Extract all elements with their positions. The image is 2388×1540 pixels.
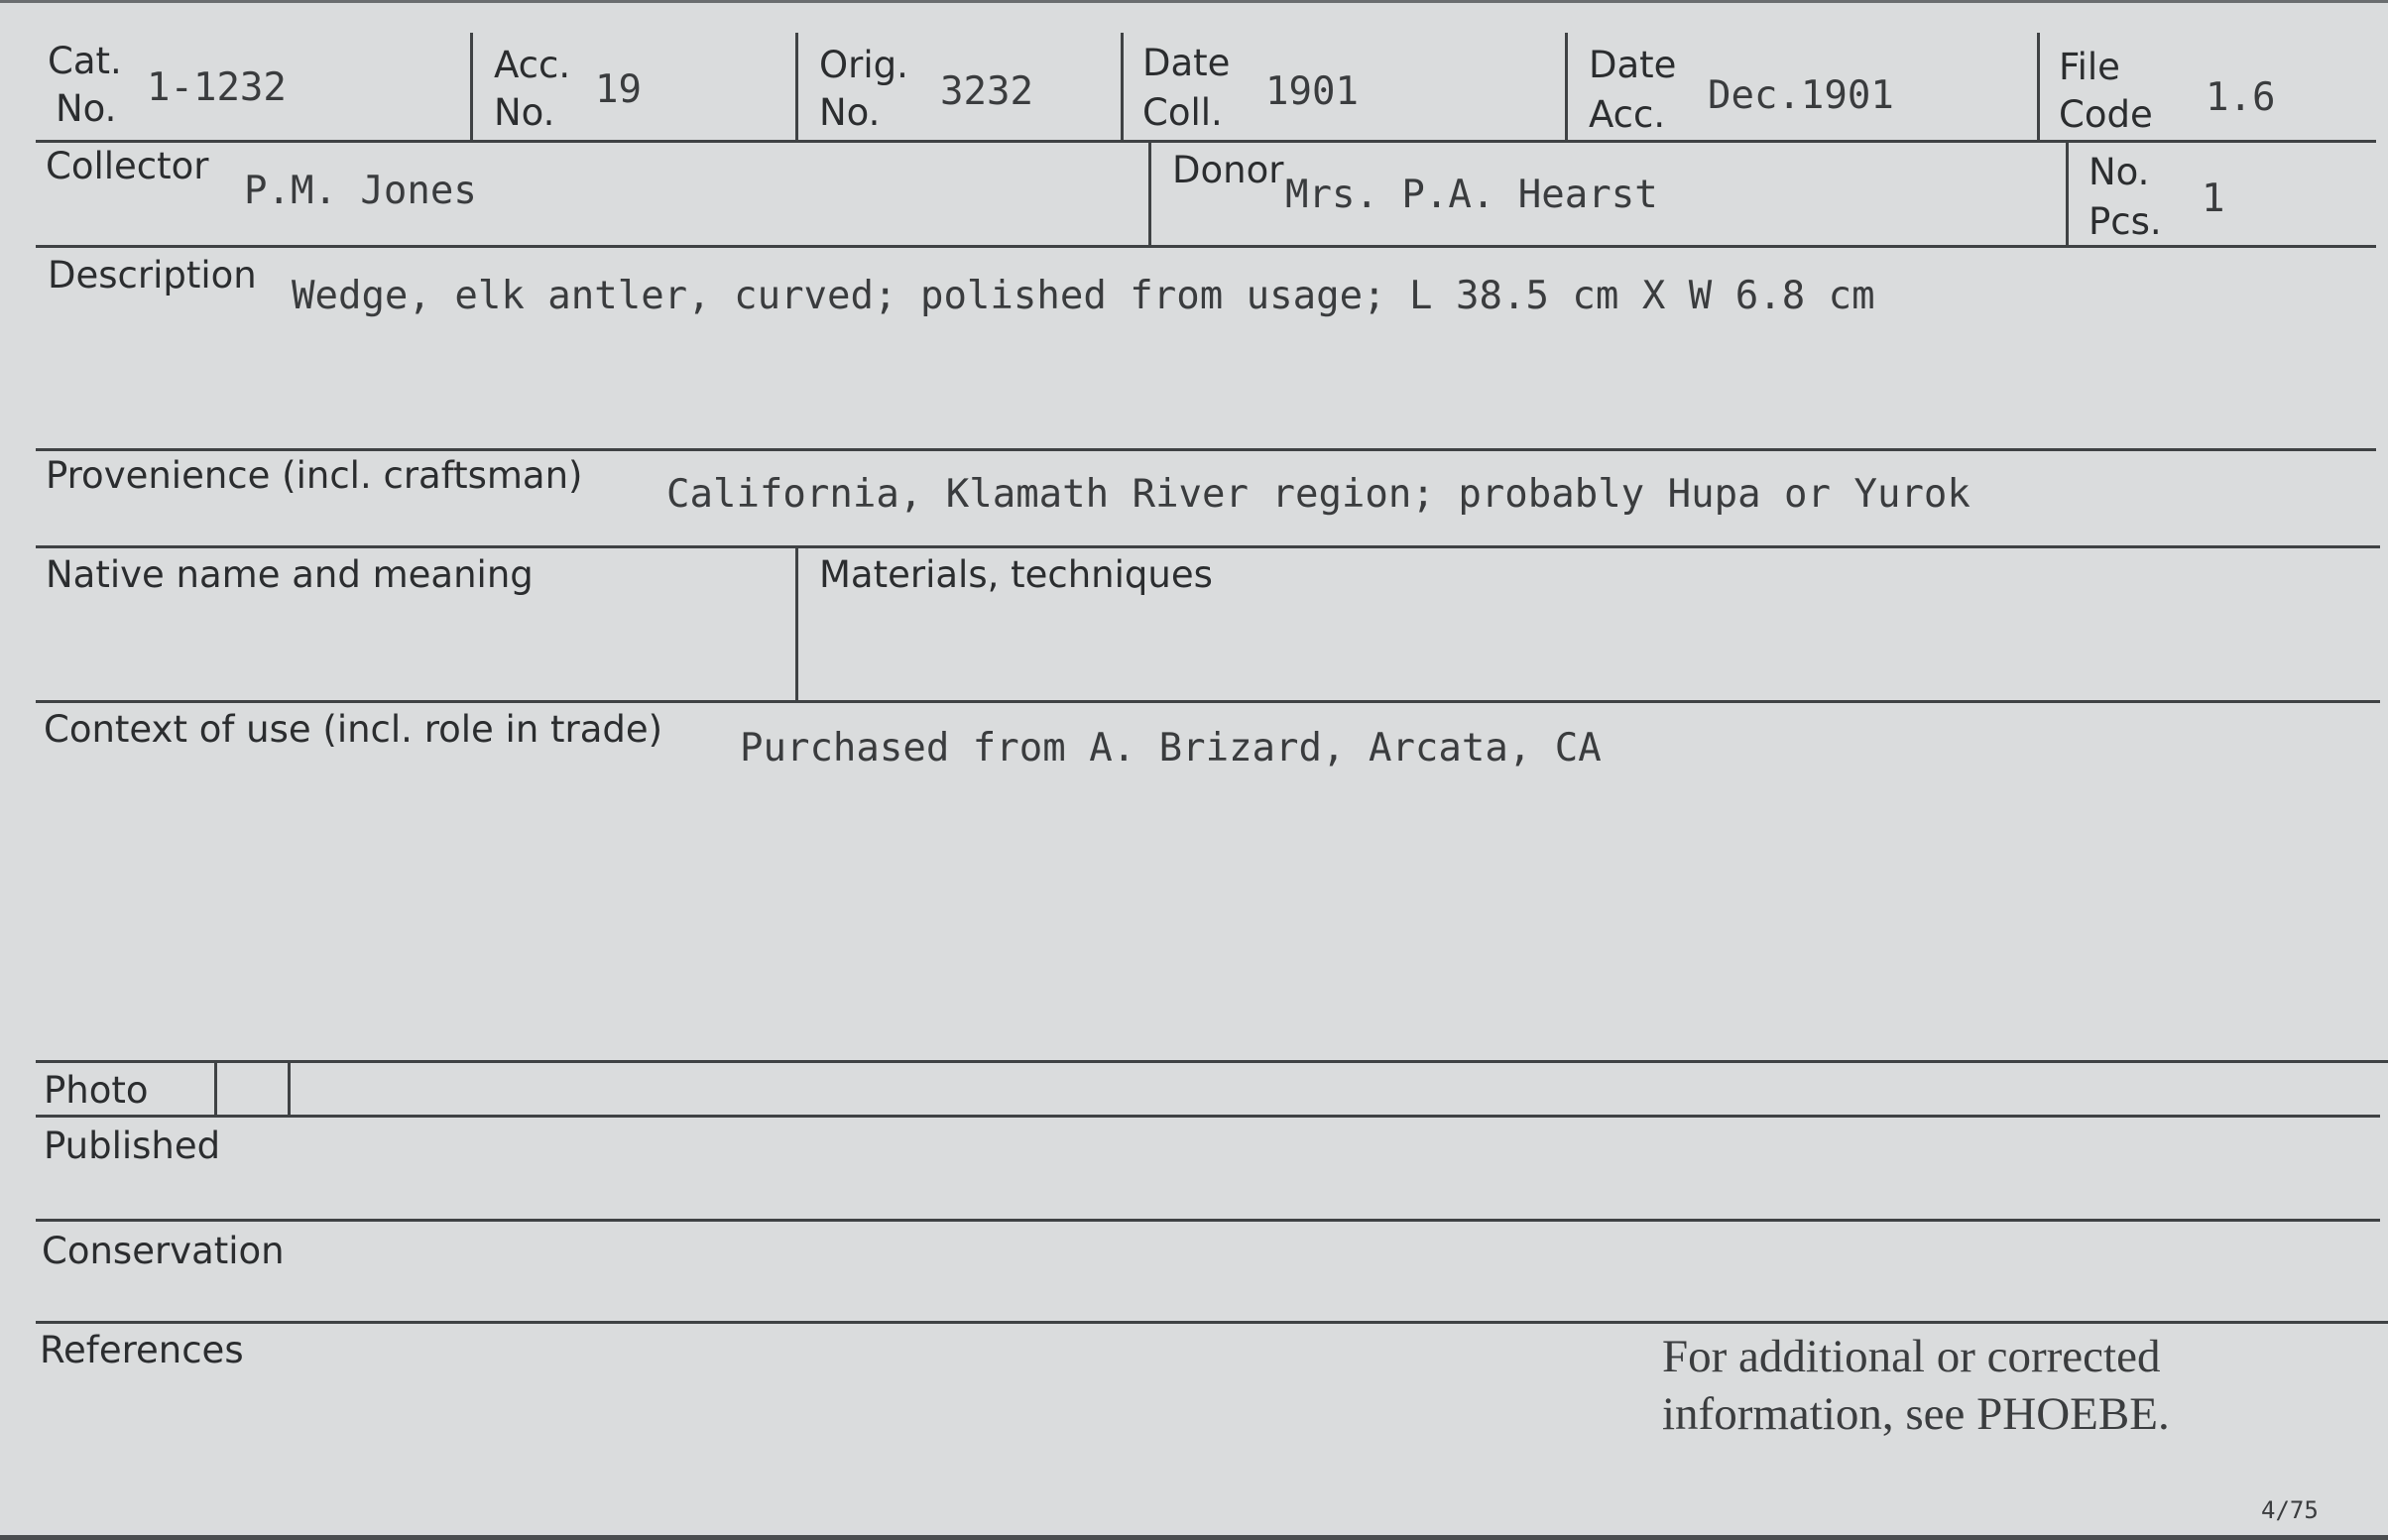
- rule-native-bottom: [36, 700, 2380, 703]
- rule-published-bottom: [36, 1219, 2380, 1222]
- divider-header-1: [470, 33, 473, 140]
- divider-header-3: [1121, 33, 1124, 140]
- pieces-value: 1: [2202, 177, 2225, 221]
- cat-no-label-bottom: No.: [56, 87, 117, 130]
- collector-label: Collector: [46, 145, 209, 187]
- file-code-value: 1.6: [2206, 75, 2276, 120]
- references-label: References: [40, 1329, 244, 1371]
- rule-photo-bottom: [36, 1115, 2380, 1118]
- description-label: Description: [48, 254, 257, 296]
- date-coll-label-top: Date: [1142, 42, 1231, 84]
- divider-donor: [1148, 142, 1151, 245]
- acc-no-label-top: Acc.: [494, 44, 571, 86]
- rule-description-bottom: [36, 448, 2376, 451]
- orig-no-label-bottom: No.: [819, 91, 881, 134]
- divider-header-5: [2037, 33, 2040, 140]
- provenience-label: Provenience (incl. craftsman): [46, 454, 583, 497]
- phoebe-note-line1: For additional or corrected: [1662, 1331, 2161, 1382]
- rule-provenience-bottom: [36, 545, 2380, 548]
- pieces-label-bottom: Pcs.: [2089, 200, 2162, 243]
- date-coll-value: 1901: [1265, 69, 1359, 114]
- file-code-label-bottom: Code: [2059, 93, 2153, 136]
- donor-label: Donor: [1172, 149, 1284, 191]
- rule-conservation-bottom: [36, 1321, 2388, 1324]
- rule-collector-bottom: [36, 245, 2376, 248]
- photo-box-left: [214, 1062, 217, 1115]
- context-label: Context of use (incl. role in trade): [44, 708, 663, 751]
- file-code-label-top: File: [2059, 46, 2120, 88]
- cat-no-value: 1-1232: [147, 65, 287, 110]
- cat-no-label-top: Cat.: [48, 40, 122, 82]
- rule-context-bottom: [36, 1060, 2388, 1063]
- divider-header-2: [795, 33, 798, 140]
- date-acc-label-top: Date: [1589, 44, 1677, 86]
- date-acc-label-bottom: Acc.: [1589, 93, 1666, 136]
- divider-pieces: [2066, 142, 2069, 245]
- context-value: Purchased from A. Brizard, Arcata, CA: [740, 726, 1602, 770]
- native-name-label: Native name and meaning: [46, 553, 534, 596]
- collector-value: P.M. Jones: [244, 169, 477, 213]
- orig-no-value: 3232: [940, 69, 1033, 114]
- donor-value: Mrs. P.A. Hearst: [1285, 173, 1658, 217]
- pieces-label-top: No.: [2089, 151, 2150, 193]
- orig-no-label-top: Orig.: [819, 44, 908, 86]
- divider-header-4: [1565, 33, 1568, 140]
- photo-box-right: [288, 1062, 291, 1115]
- acc-no-label-bottom: No.: [494, 91, 555, 134]
- rule-header-bottom: [36, 140, 2376, 143]
- published-label: Published: [44, 1125, 221, 1167]
- conservation-label: Conservation: [42, 1230, 285, 1272]
- materials-label: Materials, techniques: [819, 553, 1213, 596]
- phoebe-note-line2: information, see PHOEBE.: [1662, 1388, 2170, 1440]
- photo-label: Photo: [44, 1069, 149, 1112]
- divider-materials: [795, 547, 798, 700]
- provenience-value: California, Klamath River region; probably Hupa or Yurok: [666, 472, 1970, 517]
- acc-no-value: 19: [595, 67, 642, 112]
- date-acc-value: Dec.1901: [1708, 73, 1894, 118]
- date-coll-label-bottom: Coll.: [1142, 91, 1223, 134]
- card-bottom-edge: [0, 1535, 2388, 1540]
- form-code: 4/75: [2261, 1496, 2319, 1524]
- description-value: Wedge, elk antler, curved; polished from usage; L 38.5 cm X W 6.8 cm: [292, 274, 1875, 318]
